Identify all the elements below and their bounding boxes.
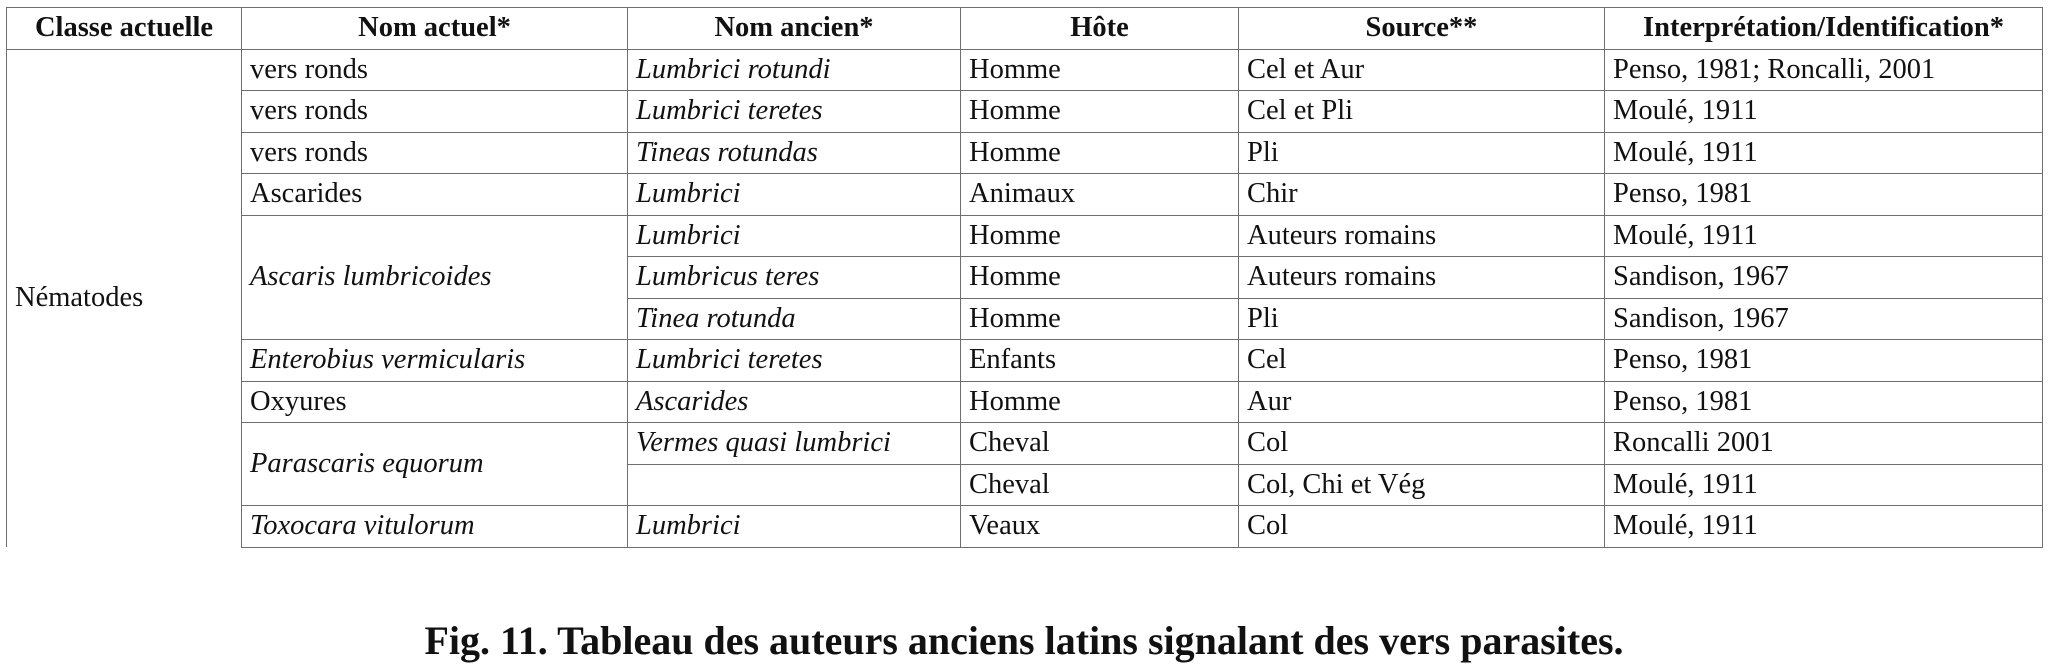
table-row xyxy=(7,506,2043,548)
table-row xyxy=(7,381,2043,423)
interpretation-cell: Penso, 1981; Roncalli, 2001 xyxy=(1605,49,2043,91)
interpretation-cell: Penso, 1981 xyxy=(1605,340,2043,382)
interpretation-cell: Sandison, 1967 xyxy=(1605,298,2043,340)
hote-cell: Homme xyxy=(961,91,1239,133)
nom-actuel-cell: vers ronds xyxy=(242,49,628,91)
table-row xyxy=(7,215,2043,257)
nom-actuel-cell: Parascaris equorum xyxy=(242,423,628,506)
hote-cell: Homme xyxy=(961,49,1239,91)
header-classe-actuelle: Classe actuelle xyxy=(7,8,242,50)
table-row xyxy=(7,91,2043,133)
nom-ancien-cell: Lumbrici xyxy=(628,506,961,548)
source-cell: Cel et Pli xyxy=(1239,91,1605,133)
source-cell: Auteurs romains xyxy=(1239,215,1605,257)
nom-actuel-cell: Enterobius vermicularis xyxy=(242,340,628,382)
nom-actuel-cell: vers ronds xyxy=(242,91,628,133)
table-row xyxy=(7,340,2043,382)
nom-ancien-cell xyxy=(628,464,961,506)
source-cell: Pli xyxy=(1239,132,1605,174)
nom-ancien-cell: Lumbricus teres xyxy=(628,257,961,299)
nom-ancien-cell: Vermes quasi lumbrici xyxy=(628,423,961,465)
source-cell: Col xyxy=(1239,506,1605,548)
interpretation-cell: Moulé, 1911 xyxy=(1605,215,2043,257)
interpretation-cell: Penso, 1981 xyxy=(1605,381,2043,423)
interpretation-cell: Moulé, 1911 xyxy=(1605,506,2043,548)
nom-ancien-cell: Lumbrici teretes xyxy=(628,91,961,133)
nom-ancien-cell: Tinea rotunda xyxy=(628,298,961,340)
interpretation-cell: Moulé, 1911 xyxy=(1605,91,2043,133)
table-row xyxy=(7,423,2043,465)
source-cell: Col xyxy=(1239,423,1605,465)
nom-ancien-cell: Lumbrici rotundi xyxy=(628,49,961,91)
interpretation-cell: Penso, 1981 xyxy=(1605,174,2043,216)
nom-ancien-cell: Tineas rotundas xyxy=(628,132,961,174)
nom-ancien-cell: Ascarides xyxy=(628,381,961,423)
nom-actuel-cell: Ascaris lumbricoides xyxy=(242,215,628,340)
source-cell: Col, Chi et Vég xyxy=(1239,464,1605,506)
figure-caption: Fig. 11. Tableau des auteurs anciens latins signalant des vers parasites. xyxy=(424,618,1624,663)
hote-cell: Homme xyxy=(961,215,1239,257)
source-cell: Cel xyxy=(1239,340,1605,382)
source-cell: Cel et Aur xyxy=(1239,49,1605,91)
hote-cell: Enfants xyxy=(961,340,1239,382)
hote-cell: Homme xyxy=(961,257,1239,299)
nom-actuel-cell: vers ronds xyxy=(242,132,628,174)
hote-cell: Animaux xyxy=(961,174,1239,216)
parasites-table xyxy=(6,7,2043,548)
hote-cell: Homme xyxy=(961,298,1239,340)
hote-cell: Homme xyxy=(961,381,1239,423)
nom-actuel-cell: Ascarides xyxy=(242,174,628,216)
nom-ancien-cell: Lumbrici xyxy=(628,215,961,257)
source-cell: Auteurs romains xyxy=(1239,257,1605,299)
interpretation-cell: Roncalli 2001 xyxy=(1605,423,2043,465)
hote-cell: Cheval xyxy=(961,423,1239,465)
header-row xyxy=(7,8,2043,50)
nom-ancien-cell: Lumbrici teretes xyxy=(628,340,961,382)
header-nom-ancien: Nom ancien* xyxy=(628,8,961,50)
source-cell: Chir xyxy=(1239,174,1605,216)
hote-cell: Homme xyxy=(961,132,1239,174)
header-nom-actuel: Nom actuel* xyxy=(242,8,628,50)
hote-cell: Veaux xyxy=(961,506,1239,548)
classe-cell: Nématodes xyxy=(7,49,242,547)
interpretation-cell: Moulé, 1911 xyxy=(1605,464,2043,506)
interpretation-cell: Sandison, 1967 xyxy=(1605,257,2043,299)
nom-actuel-cell: Toxocara vitulorum xyxy=(242,506,628,548)
source-cell: Aur xyxy=(1239,381,1605,423)
table-row xyxy=(7,174,2043,216)
table-row xyxy=(7,132,2043,174)
header-source: Source** xyxy=(1239,8,1605,50)
interpretation-cell: Moulé, 1911 xyxy=(1605,132,2043,174)
table-row xyxy=(7,49,2043,91)
source-cell: Pli xyxy=(1239,298,1605,340)
header-interpretation: Interprétation/Identification* xyxy=(1605,8,2043,50)
nom-ancien-cell: Lumbrici xyxy=(628,174,961,216)
nom-actuel-cell: Oxyures xyxy=(242,381,628,423)
hote-cell: Cheval xyxy=(961,464,1239,506)
header-hote: Hôte xyxy=(961,8,1239,50)
